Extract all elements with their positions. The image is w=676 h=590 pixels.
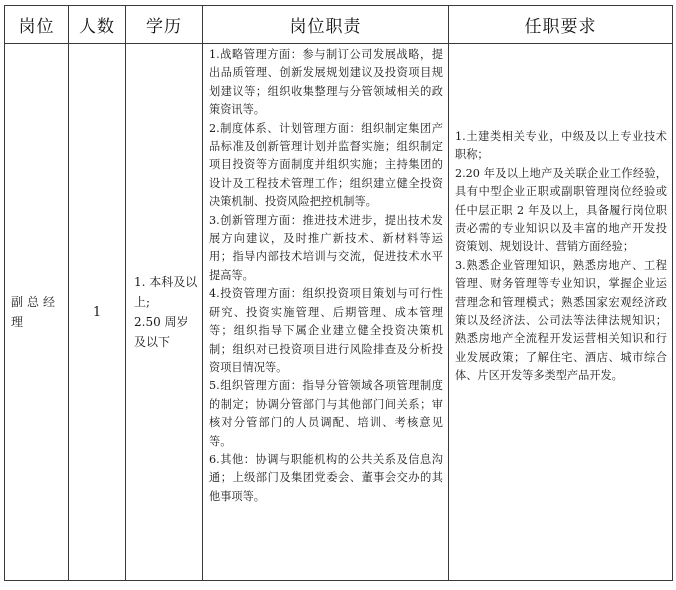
duty-item: 5.组织管理方面：指导分管领域各项管理制度的制定；协调分管部门与其他部门间关系；审核对分管部门的人员调配、培训、考核意见等。 [209, 379, 443, 448]
header-duties: 岗位职责 [203, 6, 449, 44]
education-item: 2.50 周岁及以下 [134, 315, 189, 349]
cell-education [126, 44, 203, 581]
header-education: 学历 [126, 6, 203, 44]
requirement-item: 3.熟悉企业管理知识，熟悉房地产、工程管理、财务管理等专业知识，掌握企业运营理念和管理模式；熟悉国家宏观经济政策以及经济法、公司法等法律法规知识；熟悉房地产全流程开发运营相关知识和行业发展政策；了解住宅、酒店、城市综合体、片区开发等多类型产品开发。 [455, 258, 667, 383]
requirement-item: 1.土建类相关专业，中级及以上专业技术职称； [455, 130, 667, 162]
education-item: 1. 本科及以上; [134, 275, 198, 309]
job-description-table [4, 5, 673, 581]
duties-list [209, 44, 443, 506]
header-count: 人数 [69, 6, 126, 44]
header-requirements: 任职要求 [449, 6, 673, 44]
duty-item: 3.创新管理方面：推进技术进步，提出技术发展方向建议，及时推广新技术、新材料等运用；指导内部技术培训与交流，促进技术水平提高等。 [209, 213, 443, 282]
requirements-list [455, 44, 667, 386]
cell-post: 副总经理 [5, 44, 69, 581]
cell-count: 1 [69, 44, 126, 581]
duty-item: 2.制度体系、计划管理方面：组织制定集团产品标准及创新管理计划并监督实施；组织制定项目投资等方面制度并组织实施；主持集团的设计及工程技术管理工作；组织建立健全投资决策机制、投资风险把控机制等。 [209, 121, 443, 209]
table-header-row [5, 6, 673, 44]
cell-requirements [449, 44, 673, 581]
cell-duties [203, 44, 449, 581]
table-row [5, 44, 673, 581]
header-post: 岗位 [5, 6, 69, 44]
duty-item: 4.投资管理方面：组织投资项目策划与可行性研究、投资实施管理、后期管理、成本管理等；组织指导下属企业建立健全投资决策机制；组织对已投资项目进行风险排查及分析投资项目情况等。 [209, 287, 443, 374]
duty-item: 6.其他：协调与职能机构的公共关系及信息沟通；上级部门及集团党委会、董事会交办的其他事项等。 [209, 452, 443, 503]
duty-item: 1.战略管理方面：参与制订公司发展战略，提出品质管理、创新发展规划建议及投资项目规划建议等；组织收集整理与分管领域相关的政策资讯等。 [209, 48, 443, 117]
requirement-item: 2.20 年及以上地产及关联企业工作经验，具有中型企业正职或副职管理岗位经验或任中层正职 2 年及以上，具备履行岗位职责必需的专业知识以及丰富的地产开发投资策划、规划设计、营销方面经验； [455, 166, 667, 254]
